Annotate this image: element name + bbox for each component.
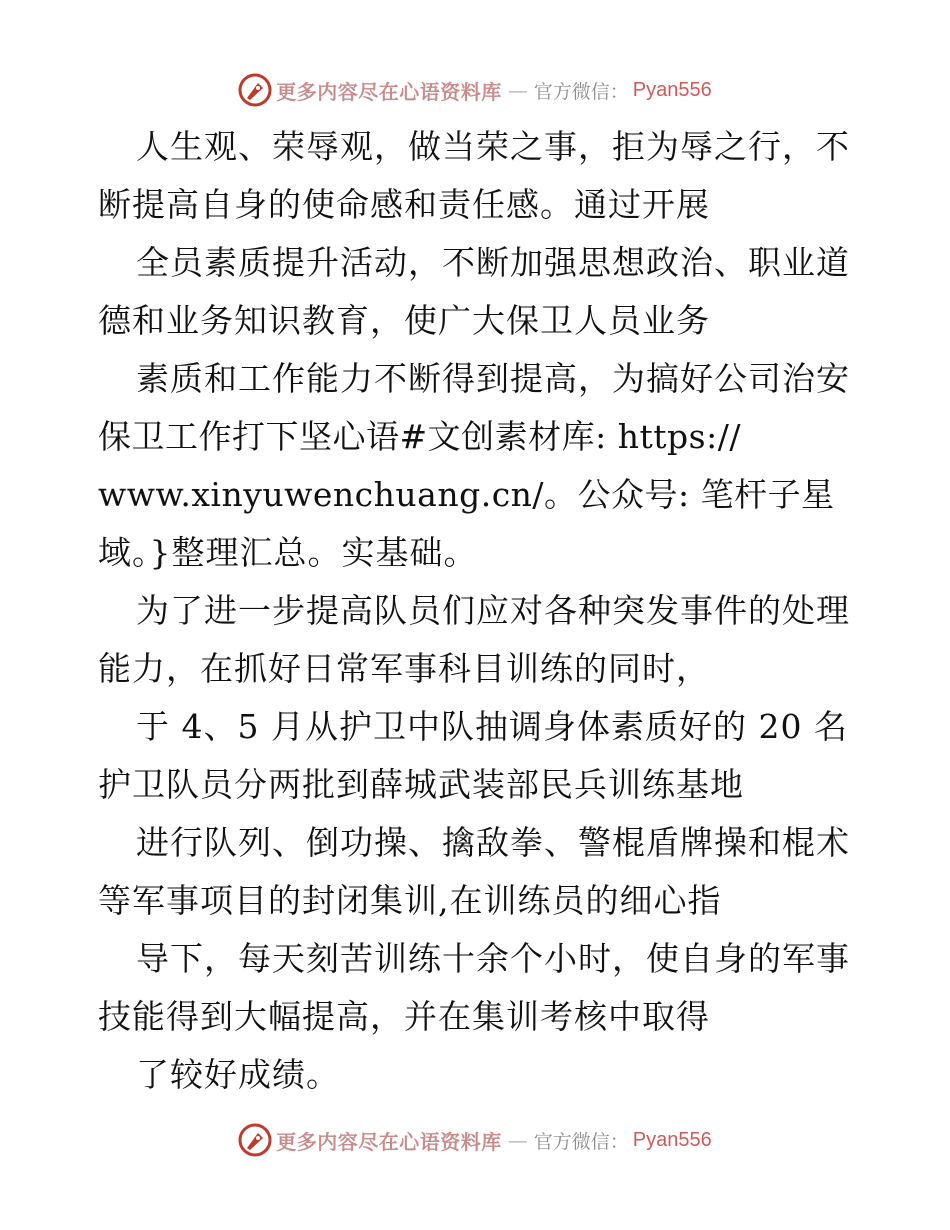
body-line: 了较好成绩。 xyxy=(136,1055,340,1094)
header-banner-dash: — xyxy=(507,78,528,102)
footer-banner xyxy=(0,1120,950,1160)
body-line: 于 4、5 月从护卫中队抽调身体素质好的 20 名 xyxy=(136,707,848,746)
body-line: 能力，在抓好日常军事科目训练的同时， xyxy=(98,649,710,688)
header-banner-inner xyxy=(238,73,711,107)
footer-banner-dash: — xyxy=(507,1128,528,1152)
body-line: 人生观、荣辱观，做当荣之事，拒为辱之行，不 xyxy=(136,127,850,166)
header-wechat-id: Pyan556 xyxy=(632,78,712,101)
footer-wechat-id: Pyan556 xyxy=(632,1128,712,1151)
body-line: 等军事项目的封闭集训,在训练员的细心指 xyxy=(98,881,722,920)
body-line: 域。}整理汇总。实基础。 xyxy=(98,533,478,572)
footer-wechat-label: 官方微信： xyxy=(533,1130,629,1153)
footer-banner-inner xyxy=(238,1123,711,1157)
header-wechat-label: 官方微信： xyxy=(533,80,629,103)
body-line: 德和业务知识教育，使广大保卫人员业务 xyxy=(98,301,710,340)
document-body xyxy=(98,118,858,1104)
body-line: 技能得到大幅提高，并在集训考核中取得 xyxy=(98,997,710,1036)
body-line: www.xinyuwenchuang.cn/。公众号: 笔杆子星 xyxy=(98,475,835,514)
body-line: 素质和工作能力不断得到提高，为搞好公司治安 xyxy=(136,359,850,398)
body-line: 进行队列、倒功操、擒敌拳、警棍盾牌操和棍术 xyxy=(136,823,850,862)
body-line: 保卫工作打下坚心语#文创素材库: https:// xyxy=(98,417,741,456)
pen-nib-logo-icon xyxy=(238,73,272,107)
body-line: 全员素质提升活动，不断加强思想政治、职业道 xyxy=(136,243,850,282)
body-line: 护卫队员分两批到薛城武装部民兵训练基地 xyxy=(98,765,744,804)
footer-banner-text: 更多内容尽在心语资料库 xyxy=(276,1129,502,1154)
body-line: 为了进一步提高队员们应对各种突发事件的处理 xyxy=(136,591,850,630)
pen-nib-logo-icon xyxy=(238,1123,272,1157)
body-line: 断提高自身的使命感和责任感。通过开展 xyxy=(98,185,710,224)
header-banner-text: 更多内容尽在心语资料库 xyxy=(276,79,502,104)
body-line: 导下，每天刻苦训练十余个小时，使自身的军事 xyxy=(136,939,850,978)
header-banner xyxy=(0,70,950,110)
